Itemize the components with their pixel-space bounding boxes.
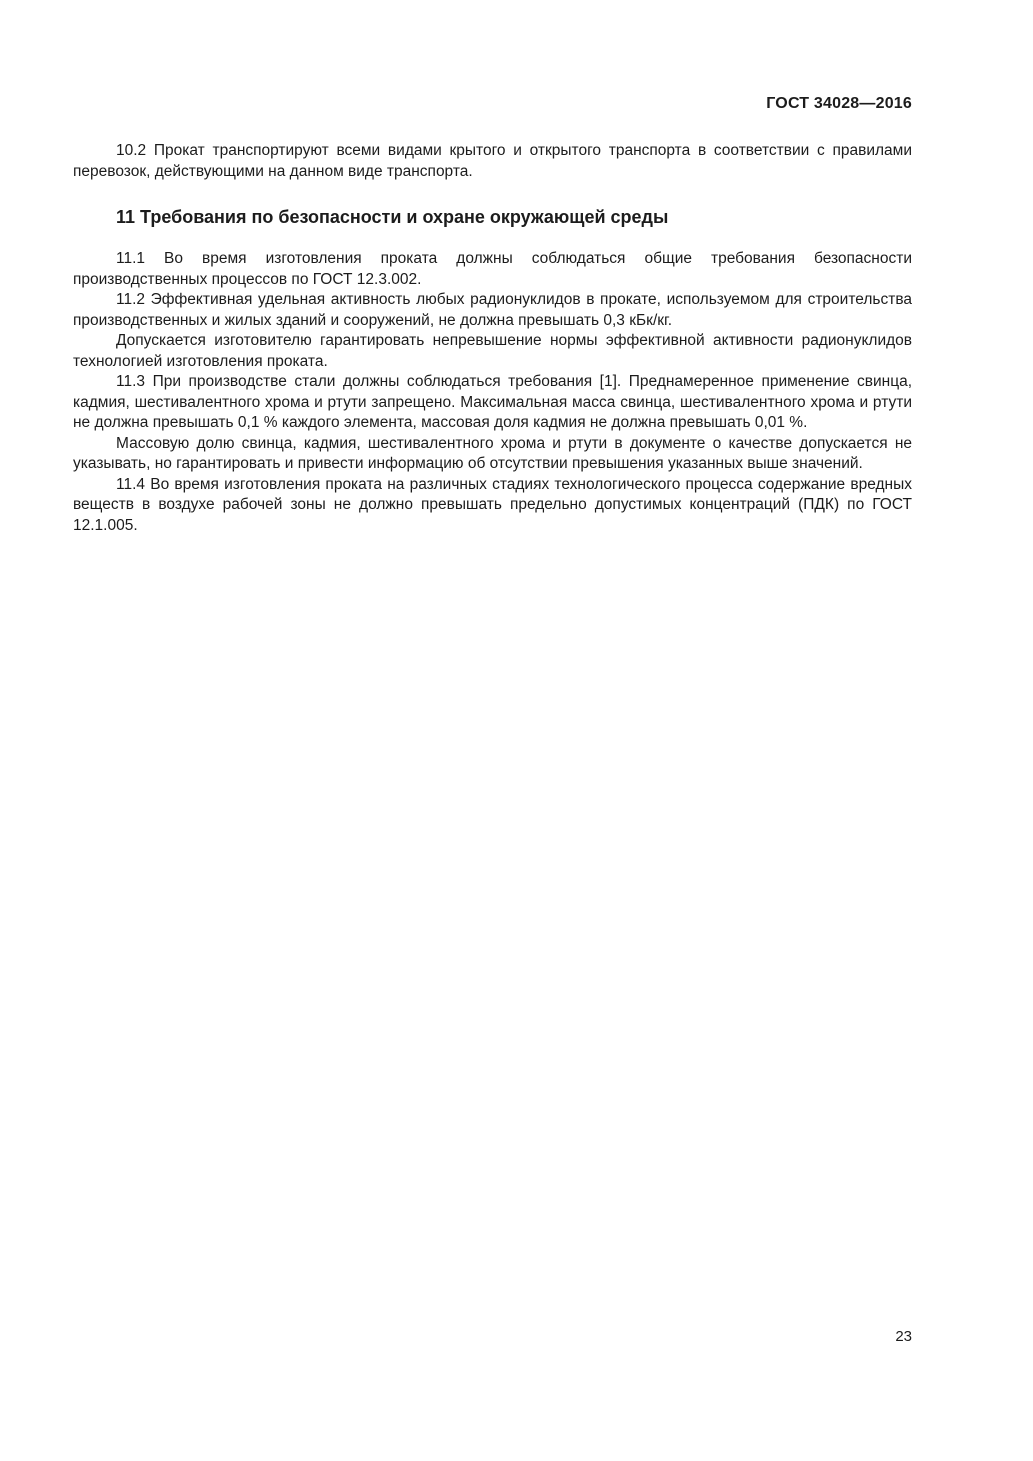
document-body bbox=[73, 141, 912, 536]
paragraph-10-2: 10.2 Прокат транспортируют всеми видами крытого и открытого транспорта в соответствии с правилами перевозок, действующими на данном виде транспорта. bbox=[73, 142, 912, 180]
paragraph-11-3-continuation: Массовую долю свинца, кадмия, шестивалентного хрома и ртути в документе о качестве допускается не указывать, но гарантировать и привести информацию об отсутствии превышения указанных выше значений. bbox=[73, 434, 912, 472]
paragraph-11-2: 11.2 Эффективная удельная активность любых радионуклидов в прокате, используемом для строительства производственных и жилых зданий и сооружений, не должна превышать 0,3 кБк/кг. bbox=[73, 291, 912, 329]
page-number: 23 bbox=[895, 1328, 912, 1345]
paragraph-11-4: 11.4 Во время изготовления проката на различных стадиях технологического процесса содержание вредных веществ в воздухе рабочей зоны не должно превышать предельно допустимых концентраций (ПДК) по ГОСТ 12.1.005. bbox=[73, 475, 912, 534]
paragraph-11-2-continuation: Допускается изготовителю гарантировать непревышение нормы эффективной активности радионуклидов технологией изготовления проката. bbox=[73, 332, 912, 370]
paragraph-11-3: 11.3 При производстве стали должны соблюдаться требования [1]. Преднамеренное применение свинца, кадмия, шестивалентного хрома и ртути запрещено. Максимальная масса свинца, шестивалентного хрома и ртути не должна превышать 0,1 % каждого элемента, массовая доля кадмия не должна превышать 0,01 %. bbox=[73, 373, 912, 431]
document-designation: ГОСТ 34028—2016 bbox=[766, 95, 912, 112]
section-11-heading: 11 Требования по безопасности и охране окружающей среды bbox=[116, 207, 669, 227]
paragraph-11-1: 11.1 Во время изготовления проката должны соблюдаться общие требования безопасности производственных процессов по ГОСТ 12.3.002. bbox=[73, 250, 912, 288]
